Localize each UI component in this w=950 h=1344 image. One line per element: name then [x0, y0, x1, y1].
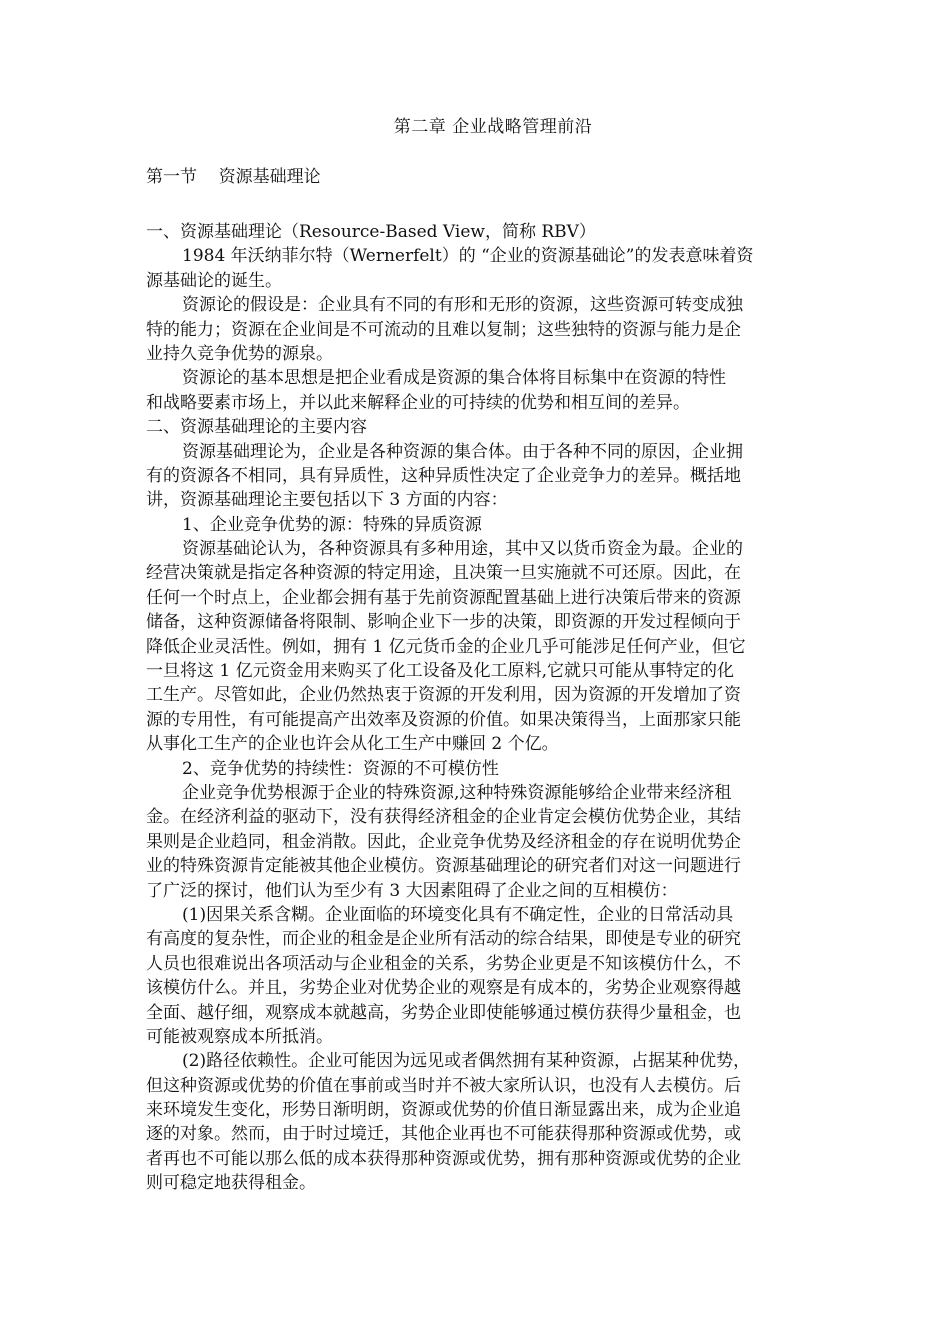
text-line: 了广泛的探讨，他们认为至少有 3 大因素阻碍了企业之间的互相模仿： — [146, 880, 678, 901]
text-line: 人员也很难说出各项活动与企业租金的关系，劣势企业更是不知该模仿什么，不 — [146, 953, 741, 974]
text-line: 1、企业竞争优势的源：特殊的异质资源 — [182, 514, 482, 535]
text-line: 可能被观察成本所抵消。 — [146, 1026, 333, 1047]
text-line: 从事化工生产的企业也许会从化工生产中赚回 2 个亿。 — [146, 734, 559, 755]
text-line: 有的资源各不相同，具有异质性，这种异质性决定了企业竞争力的差异。概括地 — [146, 465, 741, 486]
text-line: 2、竞争优势的持续性：资源的不可模仿性 — [182, 758, 499, 779]
section-title: 第一节 资源基础理论 — [146, 167, 321, 187]
text-line: 逐的对象。然而，由于时过境迁，其他企业再也不可能获得那种资源或优势，或 — [146, 1124, 741, 1145]
text-line: 资源基础论认为，各种资源具有多种用途，其中又以货币资金为最。企业的 — [182, 539, 743, 560]
text-line: 资源论的基本思想是把企业看成是资源的集合体将目标集中在资源的特性 — [182, 368, 726, 389]
text-line: 讲，资源基础理论主要包括以下 3 方面的内容： — [146, 490, 508, 511]
text-line: 特的能力；资源在企业间是不可流动的且难以复制；这些独特的资源与能力是企 — [146, 319, 741, 340]
text-line: 储备，这种资源储备将限制、影响企业下一步的决策，即资源的开发过程倾向于 — [146, 612, 741, 633]
text-line: 一旦将这 1 亿元资金用来购买了化工设备及化工原料,它就只可能从事特定的化 — [146, 661, 735, 682]
text-line: 一、资源基础理论（Resource-Based View，简称 RBV） — [146, 222, 596, 242]
text-line: 二、资源基础理论的主要内容 — [146, 417, 367, 438]
text-line: 该模仿什么。并且，劣势企业对优势企业的观察是有成本的，劣势企业观察得越 — [146, 978, 741, 999]
chapter-title: 第二章 企业战略管理前沿 — [393, 117, 593, 137]
text-line: 经营决策就是指定各种资源的特定用途，且决策一旦实施就不可还原。因此，在 — [146, 563, 741, 584]
text-line: 来环境发生变化，形势日渐明朗，资源或优势的价值日渐显露出来，成为企业追 — [146, 1100, 741, 1121]
text-line: (2)路径依赖性。企业可能因为远见或者偶然拥有某种资源，占据某种优势， — [182, 1051, 751, 1072]
text-line: 则可稳定地获得租金。 — [146, 1173, 316, 1194]
text-line: 资源论的假设是：企业具有不同的有形和无形的资源，这些资源可转变成独 — [182, 295, 743, 316]
text-line: 资源基础理论为，企业是各种资源的集合体。由于各种不同的原因，企业拥 — [182, 441, 743, 462]
text-line: 和战略要素市场上，并以此来解释企业的可持续的优势和相互间的差异。 — [146, 392, 690, 413]
text-line: 任何一个时点上，企业都会拥有基于先前资源配置基础上进行决策后带来的资源 — [146, 587, 741, 608]
text-line: 业的特殊资源肯定能被其他企业模仿。资源基础理论的研究者们对这一问题进行 — [146, 856, 741, 877]
text-line: 源的专用性，有可能提高产出效率及资源的价值。如果决策得当，上面那家只能 — [146, 709, 741, 730]
text-line: 企业竞争优势根源于企业的特殊资源,这种特殊资源能够给企业带来经济租 — [182, 782, 732, 803]
document-page — [146, 115, 810, 1196]
text-line: (1)因果关系含糊。企业面临的环境变化具有不确定性，企业的日常活动具 — [182, 904, 734, 925]
text-line: 降低企业灵活性。例如，拥有 1 亿元货币金的企业几乎可能涉足任何产业，但它 — [146, 636, 746, 657]
text-line: 金。在经济利益的驱动下，没有获得经济租金的企业肯定会模仿优势企业，其结 — [146, 807, 741, 828]
body-text — [146, 220, 810, 1196]
text-line: 业持久竞争优势的源泉。 — [146, 343, 333, 364]
text-line: 者再也不可能以那么低的成本获得那种资源或优势，拥有那种资源或优势的企业 — [146, 1148, 741, 1169]
text-line: 1984 年沃纳菲尔特（Wernerfelt）的 “企业的资源基础论”的发表意味着资 — [182, 246, 754, 267]
text-line: 有高度的复杂性，而企业的租金是企业所有活动的综合结果，即使是专业的研究 — [146, 929, 741, 950]
text-line: 工生产。尽管如此，企业仍然热衷于资源的开发利用，因为资源的开发增加了资 — [146, 685, 741, 706]
text-line: 源基础论的诞生。 — [146, 270, 282, 291]
text-line: 果则是企业趋同，租金消散。因此，企业竞争优势及经济租金的存在说明优势企 — [146, 831, 741, 852]
text-line: 全面、越仔细，观察成本就越高，劣势企业即使能够通过模仿获得少量租金，也 — [146, 1002, 741, 1023]
text-line: 但这种资源或优势的价值在事前或当时并不被大家所认识，也没有人去模仿。后 — [146, 1075, 741, 1096]
